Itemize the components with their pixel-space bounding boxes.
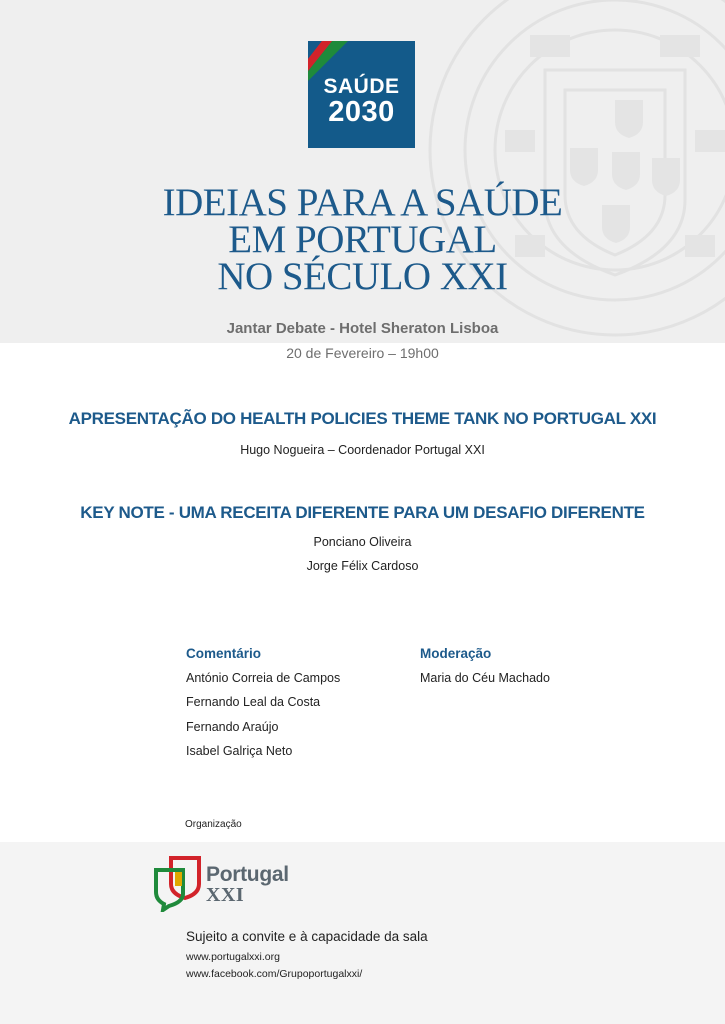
title-line-1: IDEIAS PARA A SAÚDE	[162, 181, 563, 224]
portugal-xxi-logo-icon	[153, 854, 205, 912]
speaker-name: Hugo Nogueira – Coordenador Portugal XXI	[240, 443, 485, 457]
logo-text-2030: 2030	[328, 96, 395, 128]
organization-label: Organização	[185, 819, 242, 830]
speaker-name: Ponciano Oliveira	[313, 535, 412, 549]
portugal-xxi-logo-sub: XXI	[206, 884, 245, 906]
portugal-xxi-logo-word: Portugal	[206, 863, 289, 886]
speaker-name: Jorge Félix Cardoso	[306, 559, 419, 573]
event-venue: Jantar Debate - Hotel Sheraton Lisboa	[226, 320, 499, 337]
commentator-name: António Correia de Campos	[186, 671, 341, 685]
title-line-2: EM PORTUGAL	[228, 218, 497, 261]
moderation-heading: Moderação	[420, 646, 492, 661]
title-line-3: NO SÉCULO XXI	[217, 255, 508, 298]
logo-text-saude: SAÚDE	[323, 75, 400, 98]
website-link[interactable]: www.portugalxxi.org	[186, 951, 280, 963]
commentator-name: Fernando Leal da Costa	[186, 695, 321, 709]
commentary-heading: Comentário	[186, 646, 262, 661]
section-heading-keynote: KEY NOTE - UMA RECEITA DIFERENTE PARA UM DESAFIO DIFERENTE	[80, 503, 645, 522]
facebook-link[interactable]: www.facebook.com/Grupoportugalxxi/	[186, 968, 363, 980]
saude-2030-logo	[308, 41, 415, 148]
commentator-name: Fernando Araújo	[186, 720, 279, 734]
event-title	[0, 181, 725, 298]
event-date: 20 de Fevereiro – 19h00	[286, 345, 439, 361]
moderator-name: Maria do Céu Machado	[420, 671, 550, 685]
invitation-note: Sujeito a convite e à capacidade da sala	[186, 929, 428, 944]
section-heading-presentation: APRESENTAÇÃO DO HEALTH POLICIES THEME TANK NO PORTUGAL XXI	[68, 409, 657, 428]
commentator-name: Isabel Galriça Neto	[186, 744, 293, 758]
